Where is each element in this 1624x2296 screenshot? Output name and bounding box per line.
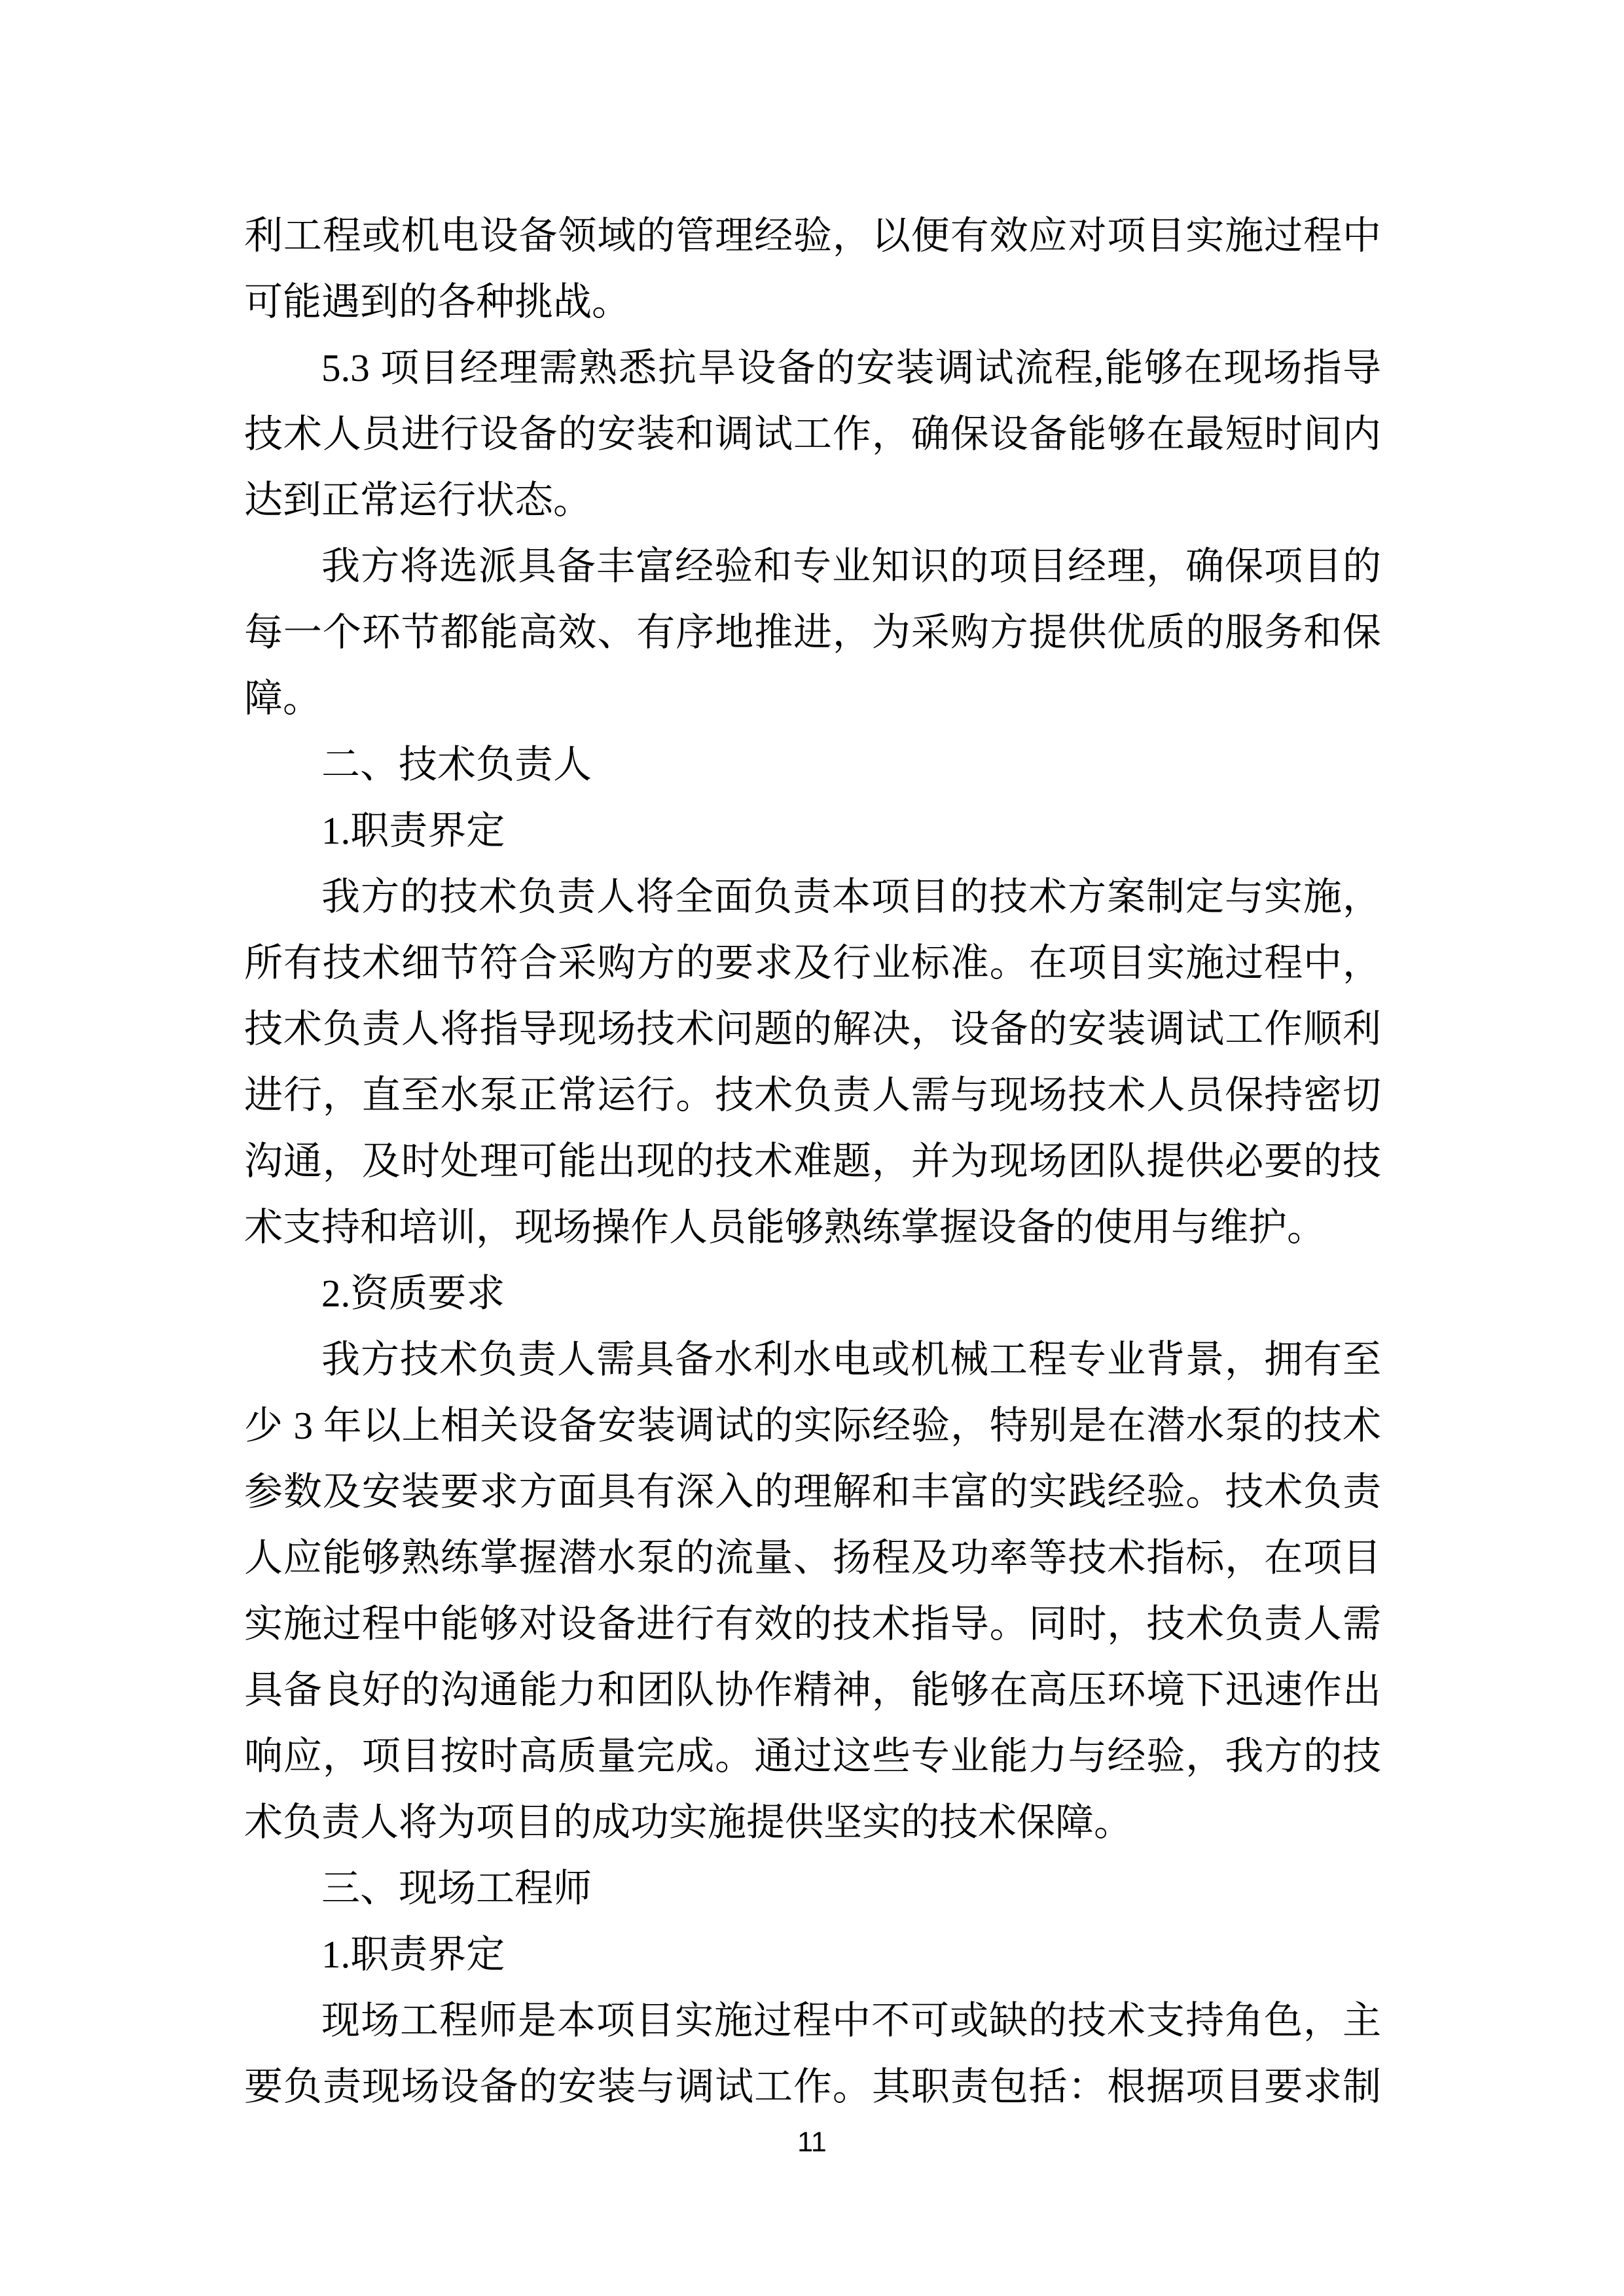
text-line: 技术人员进行设备的安装和调试工作，确保设备能够在最短时间内 <box>244 412 1381 456</box>
text-line: 利工程或机电设备领域的管理经验，以便有效应对项目实施过程中 <box>244 214 1381 257</box>
text-line: 5.3 项目经理需熟悉抗旱设备的安装调试流程,能够在现场指导 <box>321 346 1381 389</box>
text-line: 要负责现场设备的安装与调试工作。其职责包括：根据项目要求制 <box>244 2065 1381 2108</box>
text-line: 术负责人将为项目的成功实施提供坚实的技术保障。 <box>244 1801 1133 1844</box>
text-line: 少 3 年以上相关设备安装调试的实际经验，特别是在潜水泵的技术 <box>244 1404 1381 1447</box>
text-line: 二、技术负责人 <box>321 743 592 786</box>
text-line: 术支持和培训，现场操作人员能够熟练掌握设备的使用与维护。 <box>244 1206 1326 1249</box>
text-line: 技术负责人将指导现场技术问题的解决，设备的安装调试工作顺利 <box>244 1007 1381 1050</box>
text-line: 我方技术负责人需具备水利水电或机械工程专业背景，拥有至 <box>321 1338 1381 1381</box>
text-line: 参数及安装要求方面具有深入的理解和丰富的实践经验。技术负责 <box>244 1470 1381 1513</box>
text-line: 1.职责界定 <box>321 809 505 852</box>
text-line: 我方的技术负责人将全面负责本项目的技术方案制定与实施， <box>321 875 1381 918</box>
text-line: 达到正常运行状态。 <box>244 478 592 522</box>
text-line: 障。 <box>244 677 322 720</box>
text-line: 1.职责界定 <box>321 1933 505 1976</box>
text-line: 我方将选派具备丰富经验和专业知识的项目经理，确保项目的 <box>321 545 1381 588</box>
text-line: 人应能够熟练掌握潜水泵的流量、扬程及功率等技术指标，在项目 <box>244 1536 1381 1579</box>
document-body-text <box>244 203 1381 2120</box>
text-line: 三、现场工程师 <box>321 1867 592 1910</box>
text-line: 具备良好的沟通能力和团队协作精神，能够在高压环境下迅速作出 <box>244 1668 1381 1712</box>
text-line: 进行，直至水泵正常运行。技术负责人需与现场技术人员保持密切 <box>244 1073 1381 1117</box>
text-line: 实施过程中能够对设备进行有效的技术指导。同时，技术负责人需 <box>244 1602 1381 1645</box>
text-line: 每一个环节都能高效、有序地推进，为采购方提供优质的服务和保 <box>244 611 1381 654</box>
text-line: 所有技术细节符合采购方的要求及行业标准。在项目实施过程中， <box>244 941 1381 984</box>
text-line: 可能遇到的各种挑战。 <box>244 280 631 323</box>
text-line: 响应，项目按时高质量完成。通过这些专业能力与经验，我方的技 <box>244 1734 1381 1778</box>
text-line: 沟通，及时处理可能出现的技术难题，并为现场团队提供必要的技 <box>244 1139 1381 1183</box>
page-number: 11 <box>797 2126 827 2158</box>
text-line: 现场工程师是本项目实施过程中不可或缺的技术支持角色，主 <box>321 1999 1381 2042</box>
text-line: 2.资质要求 <box>321 1272 505 1315</box>
